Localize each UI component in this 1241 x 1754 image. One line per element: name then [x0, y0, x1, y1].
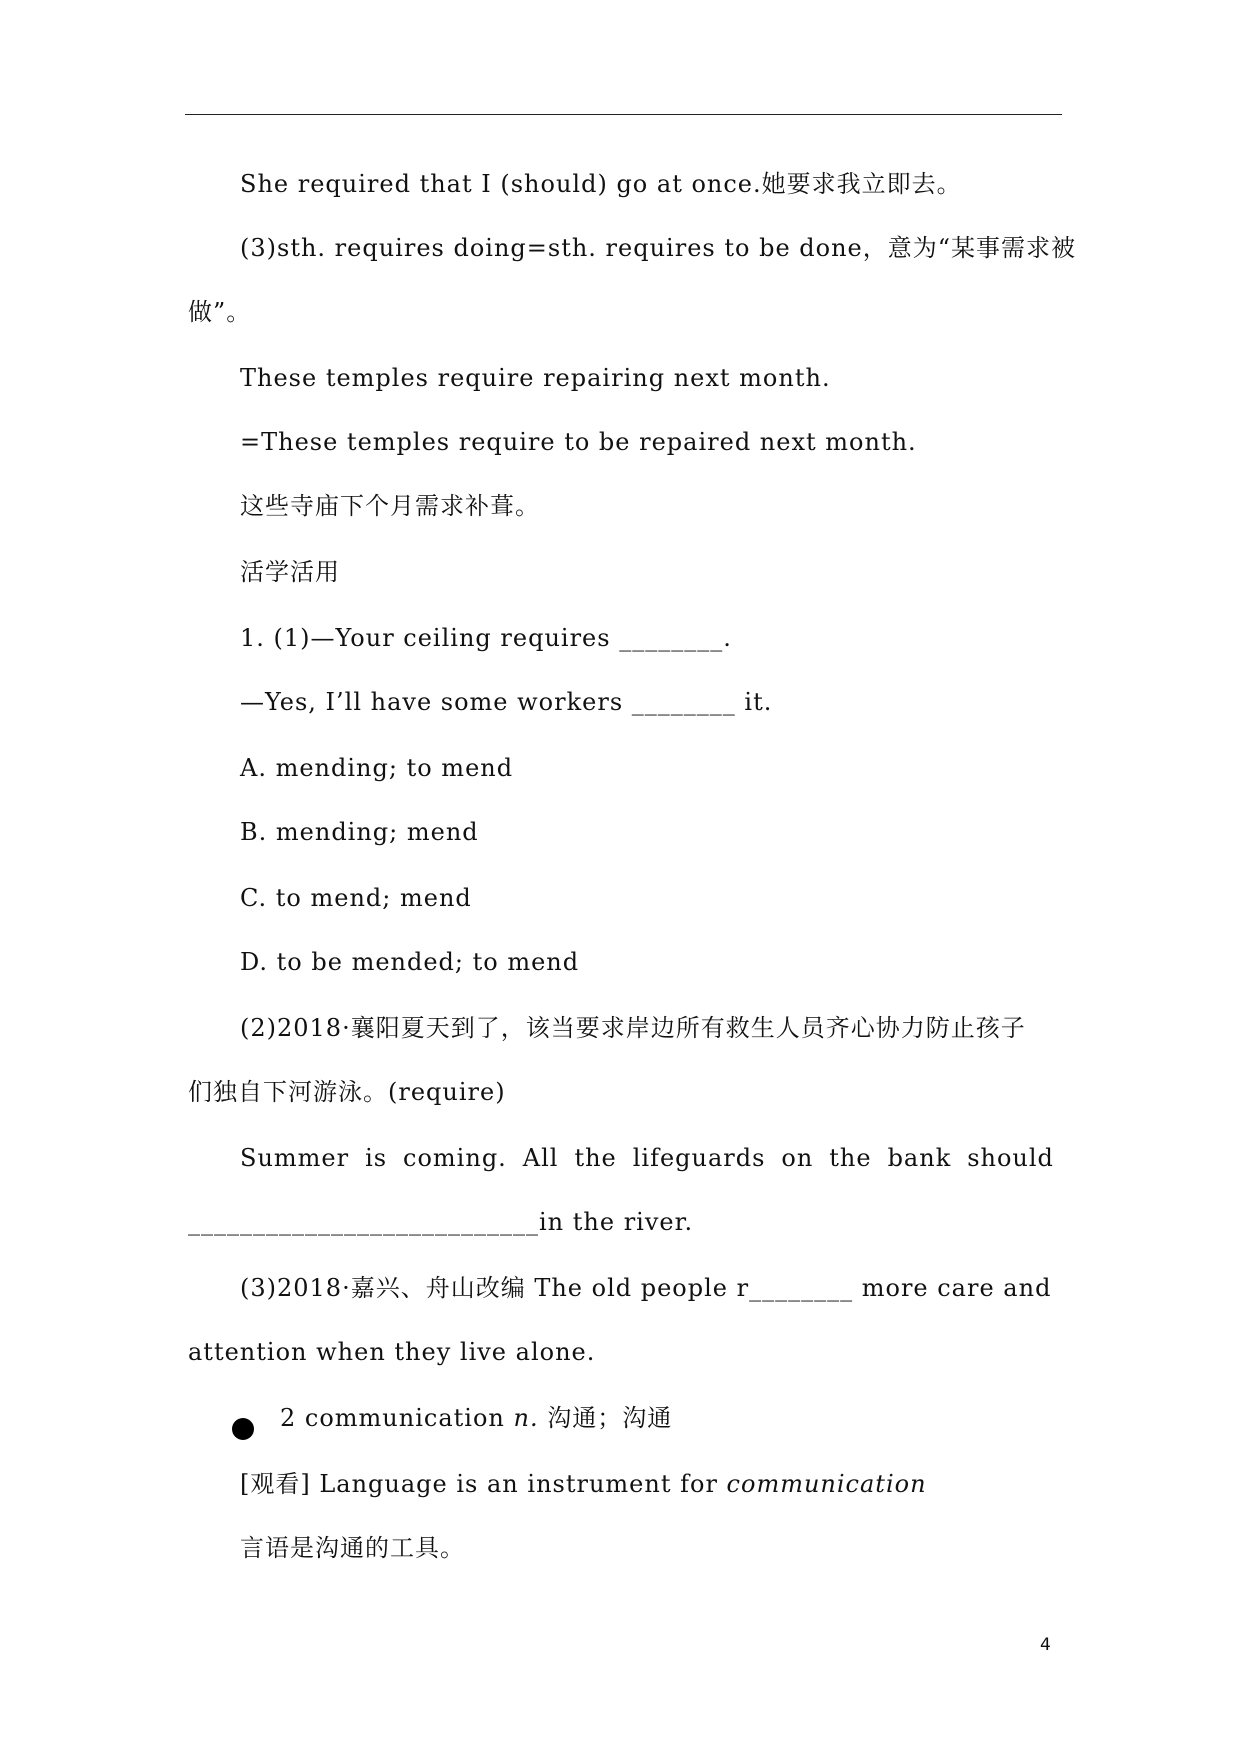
- text-line: 这些寺庙下个月需求补葺。: [240, 492, 540, 520]
- word: Summer: [240, 1144, 350, 1172]
- text-line: These temples require repairing next month.: [240, 364, 831, 392]
- section-heading: 活学活用: [240, 558, 340, 586]
- justified-line: [240, 1142, 1054, 1174]
- header-rule: [185, 114, 1062, 115]
- text-line: =These temples require to be repaired next month.: [240, 428, 917, 456]
- text-line: 做”。: [188, 298, 252, 326]
- option-d: D. to be mended; to mend: [240, 948, 580, 976]
- bullet-icon: [232, 1418, 254, 1440]
- example-text: [观看] Language is an instrument for: [240, 1470, 727, 1498]
- word: on: [781, 1144, 814, 1172]
- answer-blank-line: ___________________________in the river.: [188, 1208, 694, 1236]
- word: is: [365, 1144, 388, 1172]
- word: lifeguards: [632, 1144, 766, 1172]
- example-translation: 言语是沟通的工具。: [240, 1534, 465, 1562]
- question-line: 1. (1)—Your ceiling requires ________.: [240, 624, 732, 652]
- question-line: —Yes, I’ll have some workers ________ it.: [240, 688, 773, 716]
- example-sentence: [240, 1468, 927, 1500]
- question-line: 们独自下河游泳。(require): [188, 1078, 506, 1106]
- text-line: (3)sth. requires doing=sth. requires to be done，意为“某事需求被: [240, 234, 1077, 262]
- question-line: attention when they live alone.: [188, 1338, 596, 1366]
- word: the: [574, 1144, 617, 1172]
- word: bank: [887, 1144, 952, 1172]
- question-line: (2)2018·襄阳夏天到了，该当要求岸边所有救生人员齐心协力防止孩子: [240, 1014, 1026, 1042]
- vocab-meaning: 沟通；沟通: [538, 1404, 673, 1432]
- word: coming.: [403, 1144, 507, 1172]
- question-line: (3)2018·嘉兴、舟山改编 The old people r________ more care and: [240, 1274, 1052, 1302]
- word: All: [522, 1144, 559, 1172]
- part-of-speech: n.: [513, 1404, 539, 1432]
- option-c: C. to mend; mend: [240, 884, 472, 912]
- example-keyword: communication: [726, 1470, 927, 1498]
- vocab-entry: [280, 1402, 672, 1434]
- text-line: She required that I (should) go at once.她要求我立即去。: [240, 170, 962, 198]
- vocab-word: 2 communication: [280, 1404, 514, 1432]
- option-a: A. mending; to mend: [240, 754, 514, 782]
- page-number: 4: [1040, 1635, 1051, 1655]
- word: should: [967, 1144, 1054, 1172]
- word: the: [829, 1144, 872, 1172]
- option-b: B. mending; mend: [240, 818, 479, 846]
